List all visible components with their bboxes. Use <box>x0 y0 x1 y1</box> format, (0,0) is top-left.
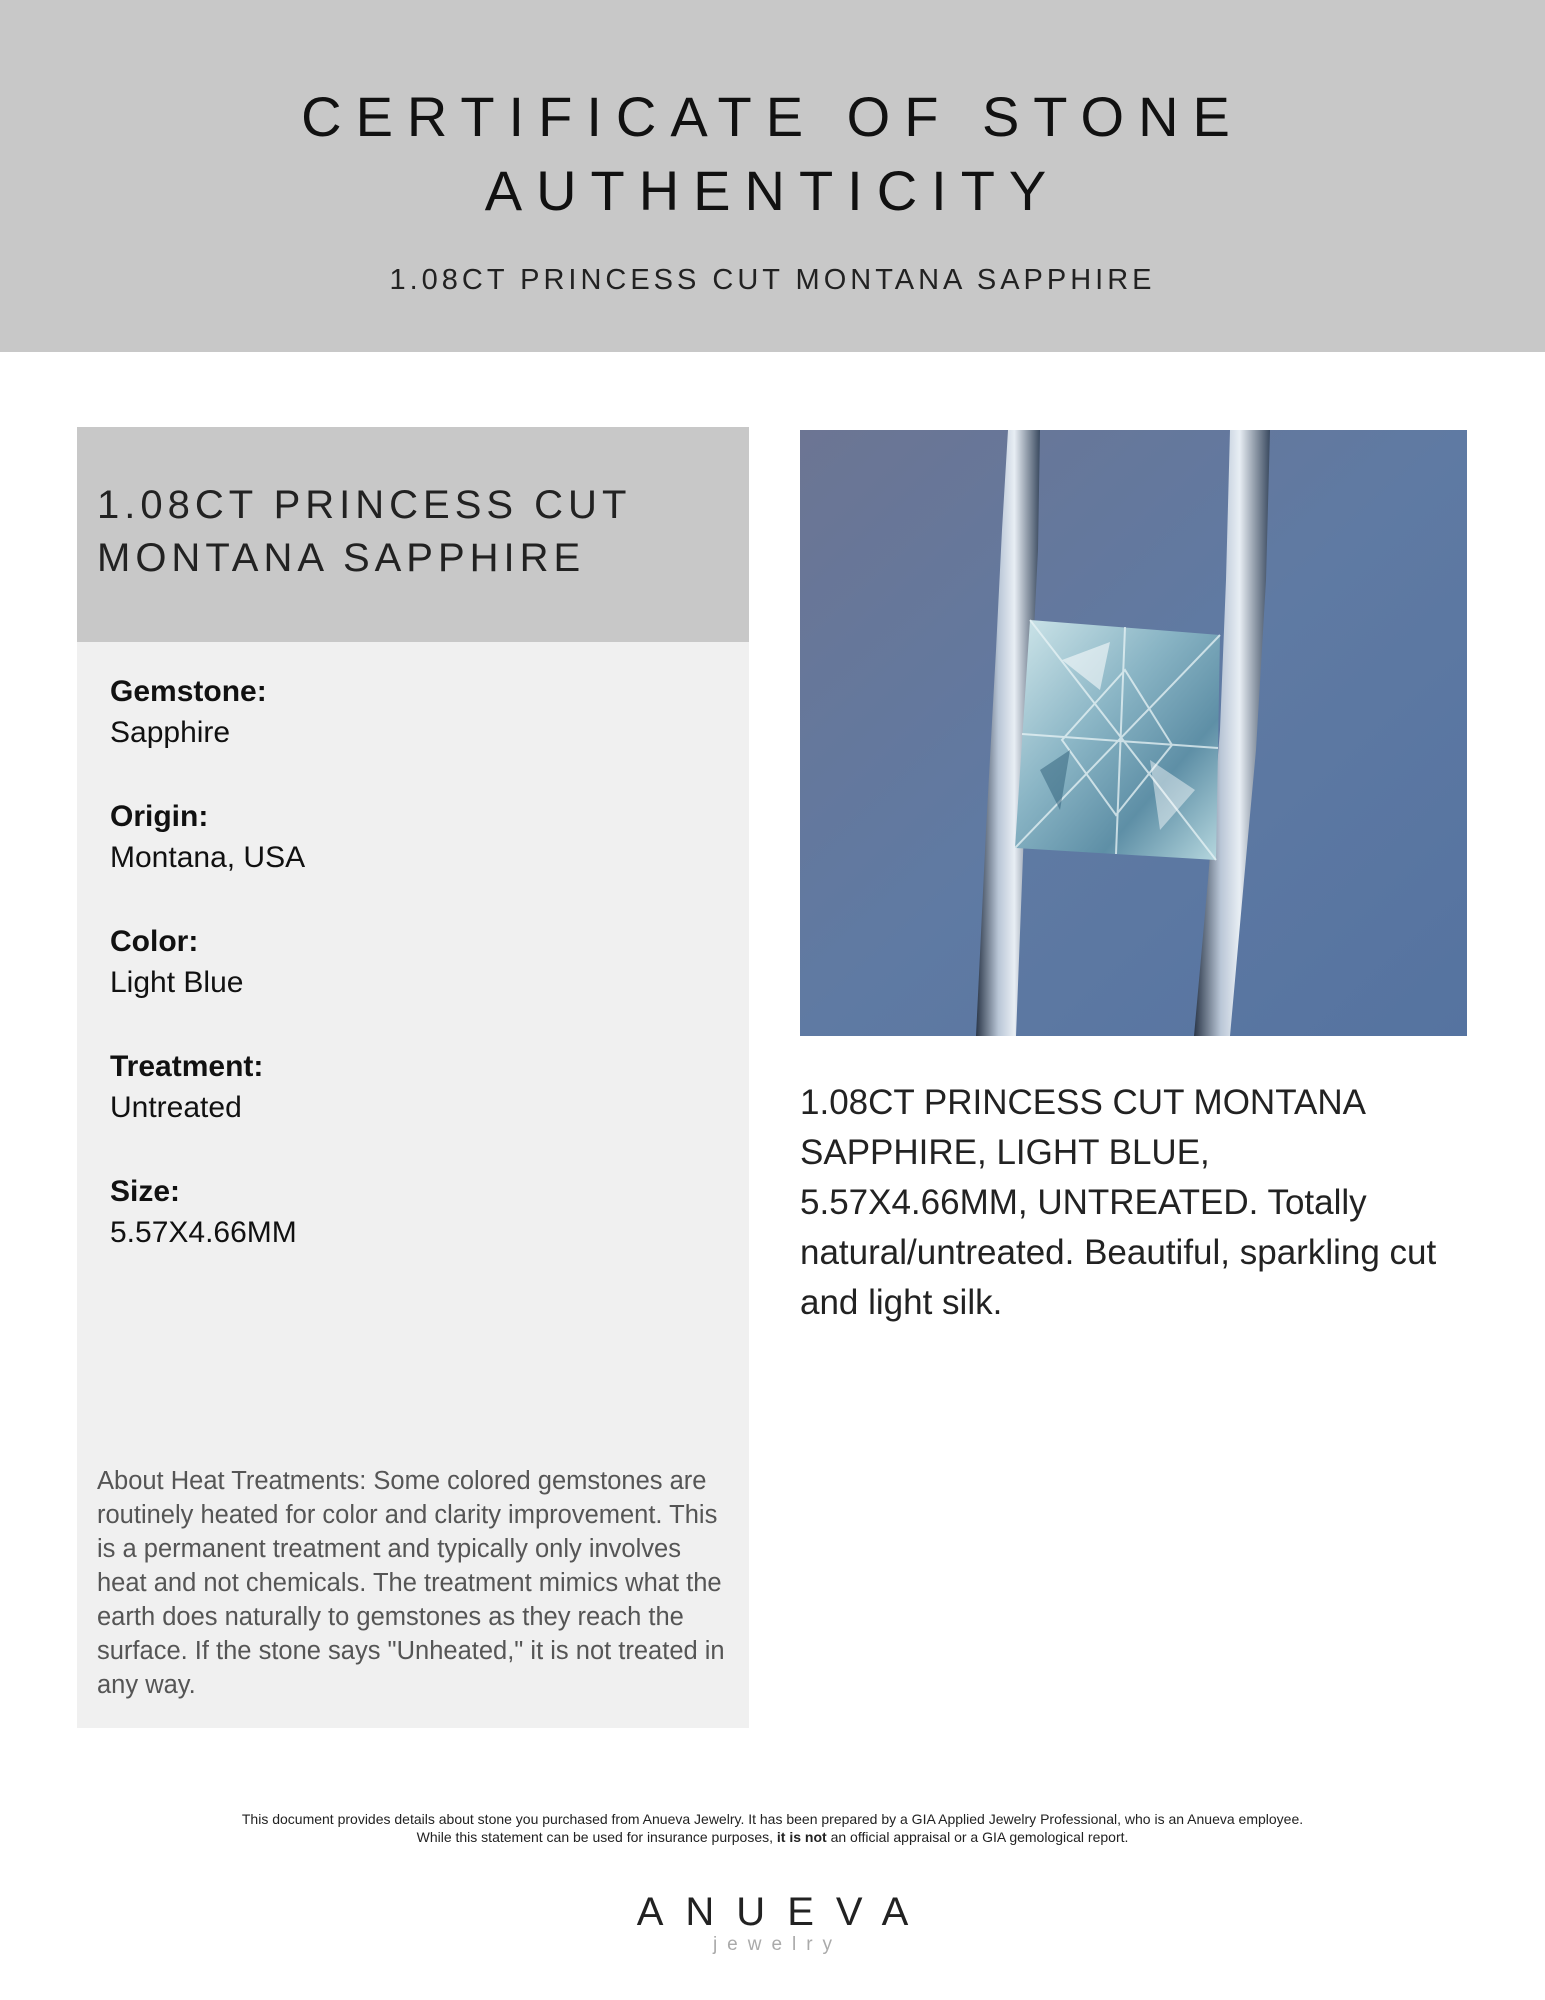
stone-photo <box>800 430 1467 1036</box>
spec-list <box>110 672 710 1297</box>
disclaimer-emphasis: it is not <box>776 1829 827 1845</box>
stone-panel-title <box>97 479 737 585</box>
disclaimer-line-2 <box>0 1828 1545 1846</box>
spec-value: 5.57X4.66MM <box>110 1216 297 1249</box>
certificate-title-line-2: AUTHENTICITY <box>484 159 1061 222</box>
sapphire-in-tweezers-image <box>800 430 1467 1036</box>
certificate-title <box>0 80 1545 228</box>
brand-logo-subtitle: jewelry <box>712 1934 843 1955</box>
disclaimer <box>0 1810 1545 1846</box>
stone-panel-title-line-2: MONTANA SAPPHIRE <box>97 536 586 580</box>
disclaimer-line-1: This document provides details about stone you purchased from Anueva Jewelry. It has been prepared by a GIA Applied Jewelry Professional, who is an Anueva employee. <box>241 1811 1304 1827</box>
brand-logo-wordmark: ANUEVA <box>636 1890 931 1934</box>
spec-origin <box>110 797 710 922</box>
heat-treatment-note: About Heat Treatments: Some colored gemstones are routinely heated for color and clarity improvement. This is a permanent treatment and typically only involves heat and not chemicals. The treatment mimics what the earth does naturally to gemstones as they reach the surface. If the stone says "Unheated," it is not treated in any way. <box>97 1467 725 1699</box>
stone-description: 1.08CT PRINCESS CUT MONTANA SAPPHIRE, LIGHT BLUE, 5.57X4.66MM, UNTREATED. Totally natural/untreated. Beautiful, sparkling cut and light silk. <box>800 1083 1437 1322</box>
spec-label: Color: <box>110 925 199 958</box>
brand-logo <box>0 1890 1545 1956</box>
certificate-header <box>0 0 1545 352</box>
certificate-subtitle: 1.08CT PRINCESS CUT MONTANA SAPPHIRE <box>389 264 1156 296</box>
spec-value: Sapphire <box>110 716 231 749</box>
certificate-title-line-1: CERTIFICATE OF STONE <box>301 85 1244 148</box>
stone-panel-title-line-1: 1.08CT PRINCESS CUT <box>97 483 632 527</box>
disclaimer-text: an official appraisal or a GIA gemological report. <box>826 1829 1129 1845</box>
spec-label: Gemstone: <box>110 675 267 708</box>
spec-gemstone <box>110 672 710 797</box>
spec-label: Treatment: <box>110 1050 264 1083</box>
stone-details-panel <box>77 642 749 1728</box>
spec-size <box>110 1172 710 1297</box>
spec-treatment <box>110 1047 710 1172</box>
spec-value: Light Blue <box>110 966 244 999</box>
spec-value: Montana, USA <box>110 841 306 874</box>
spec-label: Size: <box>110 1175 181 1208</box>
spec-value: Untreated <box>110 1091 242 1124</box>
spec-color <box>110 922 710 1047</box>
stone-panel-header <box>77 427 749 642</box>
disclaimer-text: While this statement can be used for insurance purposes, <box>416 1829 777 1845</box>
spec-label: Origin: <box>110 800 209 833</box>
